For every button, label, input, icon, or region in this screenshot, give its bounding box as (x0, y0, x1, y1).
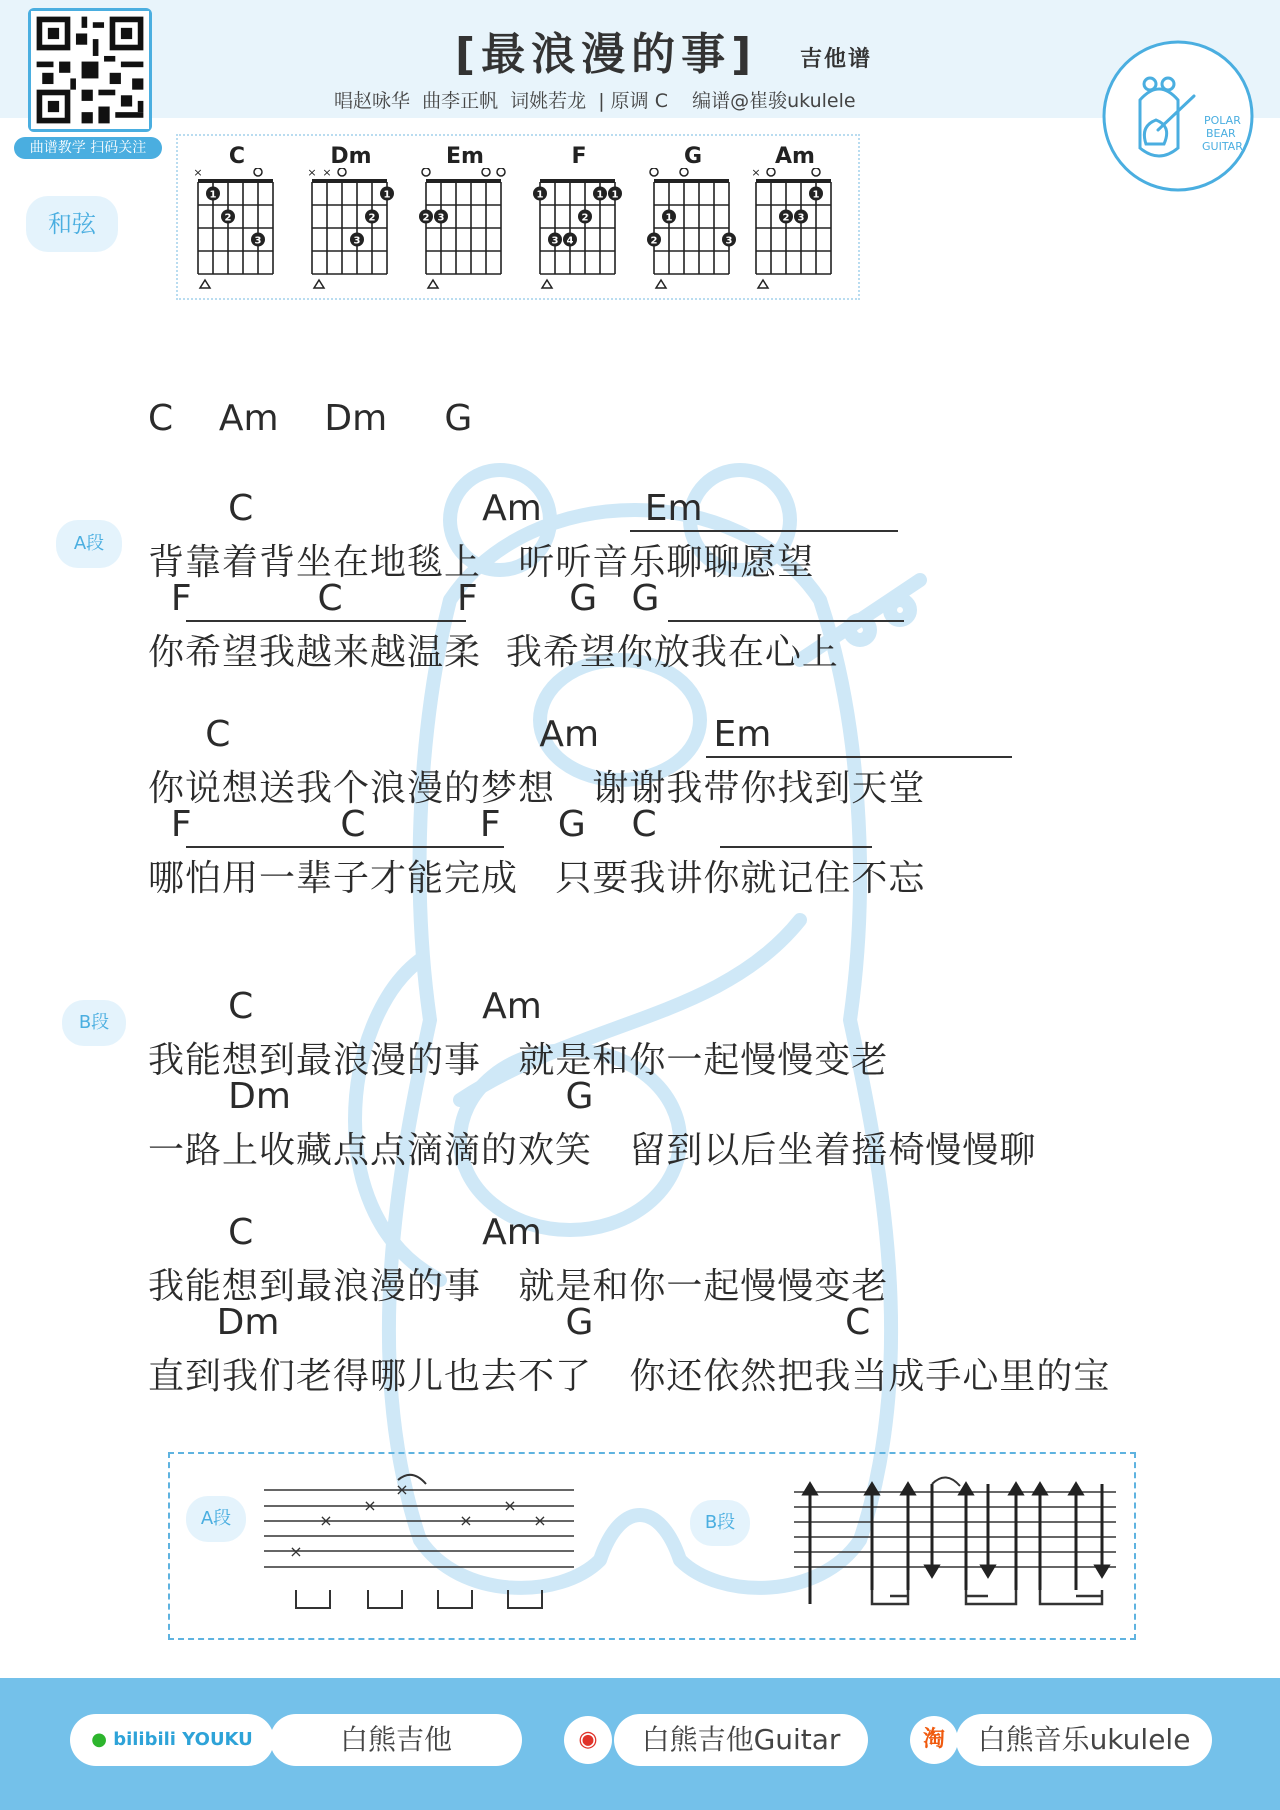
lyric-line: 直到我们老得哪儿也去不了 你还依然把我当成手心里的宝 (148, 1356, 1111, 1397)
svg-text:2: 2 (224, 212, 232, 224)
chord-name: Dm (330, 144, 372, 169)
song-title: [最浪漫的事] (455, 29, 758, 80)
svg-text:POLAR: POLAR (1204, 114, 1241, 127)
svg-text:1: 1 (596, 189, 604, 201)
svg-text:×: × (533, 1511, 547, 1530)
svg-text:×: × (319, 1511, 333, 1530)
fretboard-grid (302, 168, 400, 292)
lyric-line: 一路上收藏点点滴滴的欢笑 留到以后坐着摇椅慢慢聊 (148, 1130, 1037, 1171)
lyric-line: 你说想送我个浪漫的梦想 谢谢我带你找到天堂 (148, 768, 926, 809)
svg-text:1: 1 (209, 189, 217, 201)
qr-pattern-icon (31, 11, 149, 129)
chord-underline (186, 846, 504, 848)
qr-code[interactable] (28, 8, 152, 132)
chord-line: C Am (148, 1212, 542, 1253)
svg-text:×: × (751, 168, 761, 179)
chord-diagram (188, 144, 286, 294)
svg-text:GUITAR: GUITAR (1202, 140, 1243, 153)
chord-line: Dm G (148, 1076, 594, 1117)
chord-diagram (644, 144, 742, 294)
chord-underline (630, 530, 898, 532)
chords-section-tag: 和弦 (26, 196, 118, 252)
intro-chords: C Am Dm G (148, 398, 473, 439)
chord-diagram (530, 144, 628, 294)
svg-text:3: 3 (353, 235, 361, 247)
svg-text:2: 2 (422, 212, 430, 224)
fretboard-grid (188, 168, 286, 292)
qr-caption: 曲谱教学 扫码关注 (14, 137, 162, 159)
chord-diagram (746, 144, 844, 294)
wechat-account-pill[interactable]: 白熊吉他 (270, 1714, 522, 1766)
svg-text:3: 3 (437, 212, 445, 224)
taobao-account-pill[interactable]: 白熊音乐ukulele (956, 1714, 1212, 1766)
svg-text:×: × (193, 168, 203, 179)
fretboard-grid (746, 168, 844, 292)
svg-text:2: 2 (650, 235, 658, 247)
chord-diagram (416, 144, 514, 294)
platform-badges[interactable] (70, 1714, 274, 1766)
lyric-line: 你希望我越来越温柔 我希望你放我在心上 (148, 632, 839, 673)
svg-text:×: × (503, 1496, 517, 1515)
pattern-a-tag: A段 (186, 1496, 246, 1542)
svg-text:2: 2 (782, 212, 790, 224)
song-credits: 唱赵咏华 曲李正帆 词姚若龙 | 原调 C 编谱@崔骏ukulele (334, 90, 856, 112)
polar-bear-guitar-logo (1102, 40, 1254, 192)
svg-text:2: 2 (368, 212, 376, 224)
chord-diagrams-panel (176, 134, 860, 300)
chord-line: F C F G G (148, 578, 660, 619)
lyric-line: 我能想到最浪漫的事 就是和你一起慢慢变老 (148, 1266, 889, 1307)
chord-underline (186, 620, 466, 622)
svg-text:2: 2 (581, 212, 589, 224)
svg-text:3: 3 (725, 235, 733, 247)
svg-text:BEAR: BEAR (1206, 127, 1236, 140)
svg-text:3: 3 (797, 212, 805, 224)
svg-text:1: 1 (611, 189, 619, 201)
svg-text:×: × (459, 1511, 473, 1530)
chord-name: G (683, 144, 703, 169)
fretboard-grid (530, 168, 628, 292)
chord-underline (668, 620, 904, 622)
svg-text:3: 3 (551, 235, 559, 247)
svg-text:×: × (322, 168, 332, 179)
lyric-line: 背靠着背坐在地毯上 听听音乐聊聊愿望 (148, 542, 815, 583)
taobao-icon[interactable]: 淘 (910, 1716, 958, 1764)
pattern-b-tag: B段 (690, 1500, 750, 1546)
weibo-icon[interactable]: ◉ (564, 1716, 612, 1764)
chord-name: C (228, 144, 246, 169)
chord-line: C Am (148, 986, 542, 1027)
lyric-line: 哪怕用一辈子才能完成 只要我讲你就记住不忘 (148, 858, 926, 899)
chord-line: F C F G C (148, 804, 657, 845)
song-subtitle: 吉他谱 (800, 47, 873, 72)
svg-text:1: 1 (665, 212, 673, 224)
svg-text:×: × (363, 1496, 377, 1515)
arpeggio-pattern (262, 1458, 582, 1618)
section-b-tag: B段 (62, 1000, 126, 1046)
svg-text:1: 1 (536, 189, 544, 201)
svg-text:4: 4 (566, 235, 574, 247)
fretboard-grid (416, 168, 514, 292)
chord-line: Dm G C (148, 1302, 871, 1343)
svg-text:×: × (289, 1542, 303, 1561)
fretboard-grid (644, 168, 742, 292)
chord-line: C Am Em (148, 488, 703, 529)
svg-text:×: × (307, 168, 317, 179)
svg-text:3: 3 (254, 235, 262, 247)
svg-text:1: 1 (812, 189, 820, 201)
chord-name: Em (446, 144, 484, 169)
chord-name: Am (775, 144, 815, 169)
chord-underline (720, 846, 872, 848)
svg-text:1: 1 (383, 189, 391, 201)
lyric-line: 我能想到最浪漫的事 就是和你一起慢慢变老 (148, 1040, 889, 1081)
strum-pattern (790, 1470, 1120, 1620)
chord-underline (706, 756, 1012, 758)
footer-bar (0, 1678, 1280, 1810)
platform-label: bilibili YOUKU (113, 1729, 253, 1750)
svg-text:×: × (395, 1480, 409, 1499)
chord-line: C Am Em (148, 714, 772, 755)
chord-diagram (302, 144, 400, 294)
section-a-tag: A段 (56, 520, 122, 568)
wechat-icon: ● (91, 1729, 107, 1750)
chord-name: F (571, 144, 587, 169)
weibo-account-pill[interactable]: 白熊吉他Guitar (614, 1714, 868, 1766)
